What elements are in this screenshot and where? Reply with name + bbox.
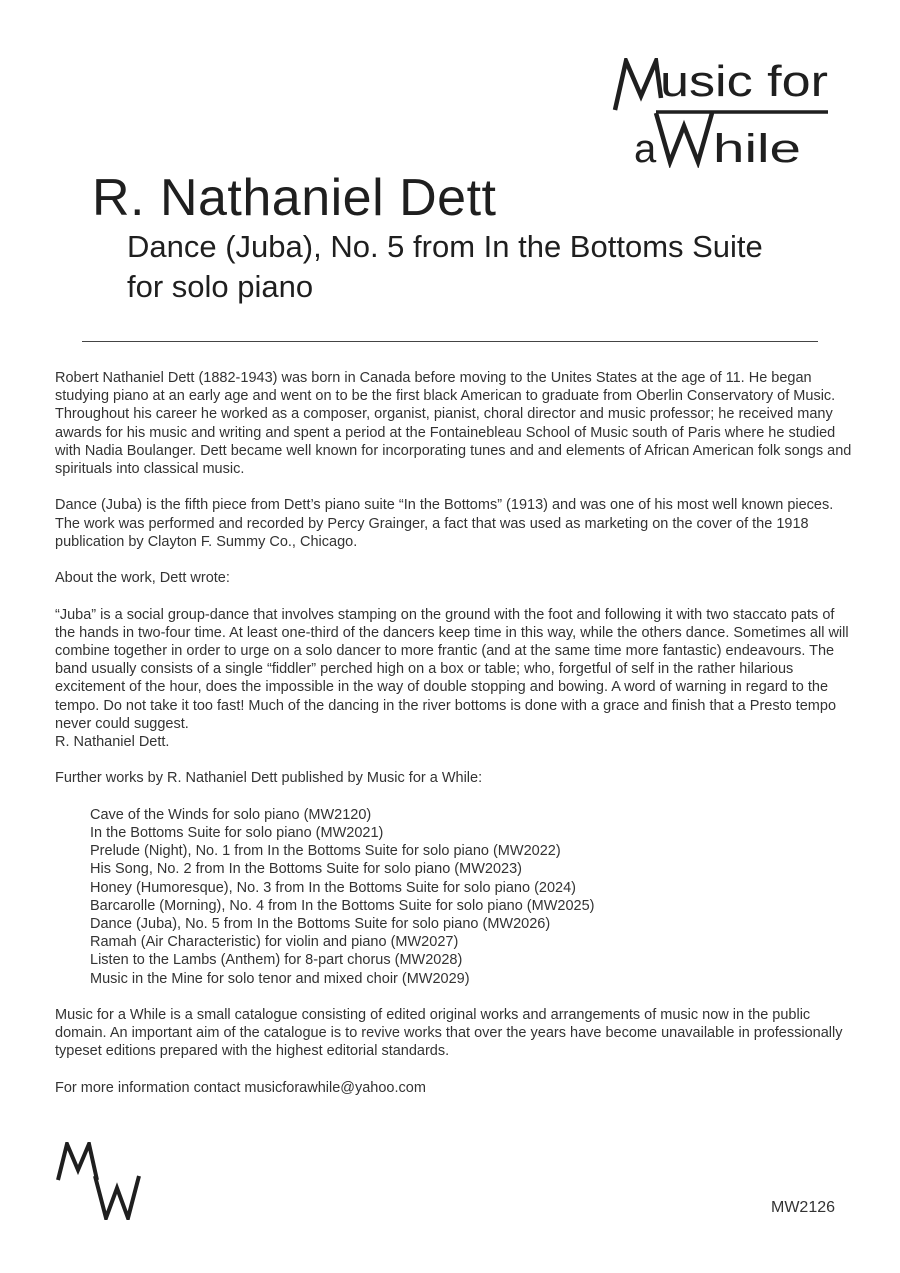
list-item: Honey (Humoresque), No. 3 from In the Bottoms Suite for solo piano (2024) (90, 879, 576, 896)
piece-title (127, 227, 763, 307)
monogram-m (58, 1144, 97, 1180)
list-item: Dance (Juba), No. 5 from In the Bottoms Suite for solo piano (MW2026) (90, 916, 551, 933)
piece-title-line2: for solo piano (127, 269, 314, 304)
header-divider (82, 341, 818, 342)
contact-line: For more information contact musicforawhile@yahoo.com (55, 1079, 426, 1096)
piece-description: Dance (Juba) is the fifth piece from Dett’s piano suite “In the Bottoms” (1913) and was one of his most well known pieces. The work was performed and recorded by Percy Grainger, a fact that was used as marketing on the cover of the 1918 publication by Clayton F. Summy Co., Chicago. (55, 497, 834, 550)
mw-monogram-logo (55, 1142, 143, 1220)
logo-a-letter: a (634, 127, 657, 168)
list-item: Barcarolle (Morning), No. 4 from In the Bottoms Suite for solo piano (MW2025) (90, 897, 595, 914)
list-item: His Song, No. 2 from In the Bottoms Suite for solo piano (MW2023) (90, 861, 522, 878)
document-body (55, 369, 855, 1097)
logo-m-letter (615, 61, 661, 110)
logo-line1: usic for (660, 58, 828, 106)
logo-w-letter (656, 113, 712, 162)
catalogue-code: MW2126 (771, 1199, 836, 1216)
list-item: Music in the Mine for solo tenor and mixed choir (MW2029) (90, 970, 470, 987)
dett-quote-signature: R. Nathaniel Dett. (55, 734, 170, 751)
composer-biography: Robert Nathaniel Dett (1882-1943) was born in Canada before moving to the Unites States at the age of 11. He began studying piano at an early age and went on to be the first black American to graduate from Oberlin Conservatory of Music. Throughout his career he worked as a composer, organist, pianist, choral director and music professor; he received many awards for his music and writing and spent a period at the Fontainebleau School of Music south of Paris where he studied with Nadia Boulanger. Dett became well known for incorporating tunes and and elements of African American folk songs and spirituals into classical music. (55, 370, 852, 478)
list-item: In the Bottoms Suite for solo piano (MW2021) (90, 825, 384, 841)
list-item: Ramah (Air Characteristic) for violin and piano (MW2027) (90, 934, 459, 951)
catalogue-note: Music for a While is a small catalogue consisting of edited original works and arrangements of music now in the public domain. An important aim of the catalogue is to revive works that over the years have become unavailable in professionally typeset editions prepared with the highest editorial standards. (55, 1007, 843, 1060)
dett-quote: “Juba” is a social group-dance that involves stamping on the ground with the foot and following it with two staccato pats of the hands in two-four time. At least one-third of the dancers keep time in this way, while the others dance. Sometimes all will combine together in order to urge on a solo dancer to more frantic (and at the same time more fantastic) endeavours. The band usually consists of a single “fiddler” perched high on a box or table; who, forgetful of self in the rather hilarious excitement of the hour, does the impossible in the way of double stopping and bowing. A word of warning in regard to the tempo. Do not take it too fast! Much of the dancing in the river bottoms is done with a grace and finish that a Presto tempo never could suggest. (55, 606, 849, 732)
music-for-a-while-logo (612, 58, 832, 168)
list-item: Listen to the Lambs (Anthem) for 8-part chorus (MW2028) (90, 952, 463, 969)
composer-name: R. Nathaniel Dett (92, 169, 497, 227)
dett-quote-intro: About the work, Dett wrote: (55, 570, 230, 587)
list-item: Cave of the Winds for solo piano (MW2120) (90, 806, 372, 823)
further-works-intro: Further works by R. Nathaniel Dett published by Music for a While: (55, 770, 483, 787)
monogram-w (95, 1176, 139, 1218)
further-works-list (90, 806, 855, 988)
list-item: Prelude (Night), No. 1 from In the Bottoms Suite for solo piano (MW2022) (90, 843, 561, 860)
piece-title-line1: Dance (Juba), No. 5 from In the Bottoms Suite (127, 229, 763, 264)
logo-hile-text: hile (713, 127, 801, 168)
